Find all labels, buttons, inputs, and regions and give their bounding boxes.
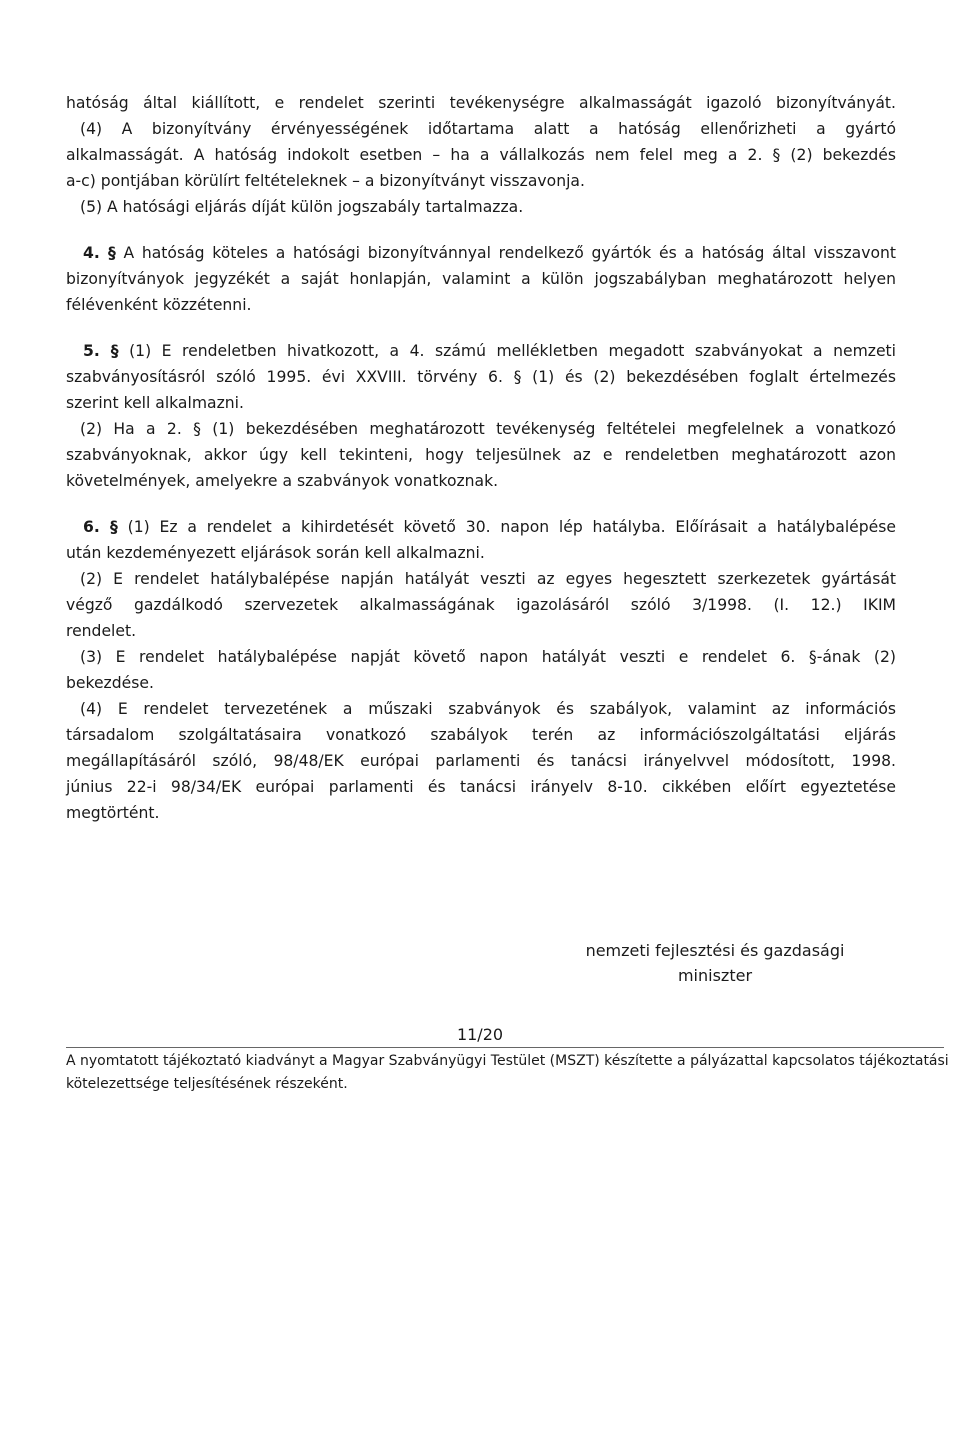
- section-4-line: 4. § A hatóság köteles a hatósági bizonyítvánnyal rendelkező gyártók és a hatóság által visszavont: [83, 244, 896, 262]
- paragraph-line: szabványosításról szóló 1995. évi XXVIII. törvény 6. § (1) és (2) bekezdésében foglalt értelmezés: [66, 368, 896, 386]
- paragraph-line: szerint kell alkalmazni.: [66, 394, 244, 412]
- paragraph-line: hatóság által kiállított, e rendelet szerinti tevékenységre alkalmasságát igazoló bizonyítványát.: [66, 94, 896, 112]
- paragraph-line: (2) E rendelet hatálybalépése napján hatályát veszti az egyes hegesztett szerkezetek gyártását: [80, 570, 896, 588]
- paragraph-line: június 22-i 98/34/EK európai parlamenti és tanácsi irányelv 8-10. cikkében előírt egyeztetése: [66, 778, 896, 796]
- section-5-line: 5. § (1) E rendeletben hivatkozott, a 4. számú mellékletben megadott szabványokat a nemzeti: [83, 342, 896, 360]
- paragraph-line: végző gazdálkodó szervezetek alkalmasságának igazolásáról szóló 3/1998. (I. 12.) IKIM: [66, 596, 896, 614]
- section-heading-6: 6. §: [83, 518, 118, 536]
- paragraph-line: alkalmasságát. A hatóság indokolt esetben – ha a vállalkozás nem felel meg a 2. § (2) bekezdés: [66, 146, 896, 164]
- paragraph-line: megtörtént.: [66, 804, 160, 822]
- signature-block: [520, 938, 910, 988]
- paragraph-line: (4) E rendelet tervezetének a műszaki szabványok és szabályok, valamint az információs: [80, 700, 896, 718]
- paragraph-line: követelmények, amelyekre a szabványok vonatkoznak.: [66, 472, 499, 490]
- paragraph-line: a-c) pontjában körülírt feltételeknek – a bizonyítványt visszavonja.: [66, 172, 585, 190]
- page-number: 11/20: [456, 1025, 504, 1044]
- footer-divider: [66, 1047, 944, 1048]
- paragraph-line: bekezdése.: [66, 674, 154, 692]
- section-6-line: 6. § (1) Ez a rendelet a kihirdetését követő 30. napon lép hatályba. Előírásait a hatálybalépése: [83, 518, 896, 536]
- document-body: [66, 90, 896, 826]
- footer-line: kötelezettsége teljesítésének részeként.: [66, 1076, 348, 1092]
- paragraph-line: (4) A bizonyítvány érvényességének időtartama alatt a hatóság ellenőrizheti a gyártó: [80, 120, 896, 138]
- section-heading-4: 4. §: [83, 244, 116, 262]
- paragraph-line: bizonyítványok jegyzékét a saját honlapján, valamint a külön jogszabályban meghatározott helyen: [66, 270, 896, 288]
- paragraph-line: félévenként közzétenni.: [66, 296, 252, 314]
- paragraph-line: rendelet.: [66, 622, 137, 640]
- paragraph-line: szabványoknak, akkor úgy kell tekinteni, hogy teljesülnek az e rendeletben meghatározott azon: [66, 446, 896, 464]
- paragraph-line: (3) E rendelet hatálybalépése napját követő napon hatályát veszti e rendelet 6. §-ának (2): [80, 648, 896, 666]
- paragraph-line: megállapításáról szóló, 98/48/EK európai parlamenti és tanácsi irányelvvel módosított, 1998.: [66, 752, 896, 770]
- footer-line: A nyomtatott tájékoztató kiadványt a Magyar Szabványügyi Testület (MSZT) készítette a pályázattal kapcsolatos tájékoztatási: [66, 1053, 949, 1069]
- paragraph-line: (5) A hatósági eljárás díját külön jogszabály tartalmazza.: [80, 198, 524, 216]
- signature-title: nemzeti fejlesztési és gazdasági: [585, 941, 845, 960]
- paragraph-line: (2) Ha a 2. § (1) bekezdésében meghatározott tevékenység feltételei megfelelnek a vonatkozó: [80, 420, 896, 438]
- paragraph-line: társadalom szolgáltatásaira vonatkozó szabályok terén az információszolgáltatási eljárás: [66, 726, 896, 744]
- paragraph-line: után kezdeményezett eljárások során kell alkalmazni.: [66, 544, 485, 562]
- section-heading-5: 5. §: [83, 342, 119, 360]
- footer: [66, 1050, 949, 1096]
- signature-role: miniszter: [677, 966, 753, 985]
